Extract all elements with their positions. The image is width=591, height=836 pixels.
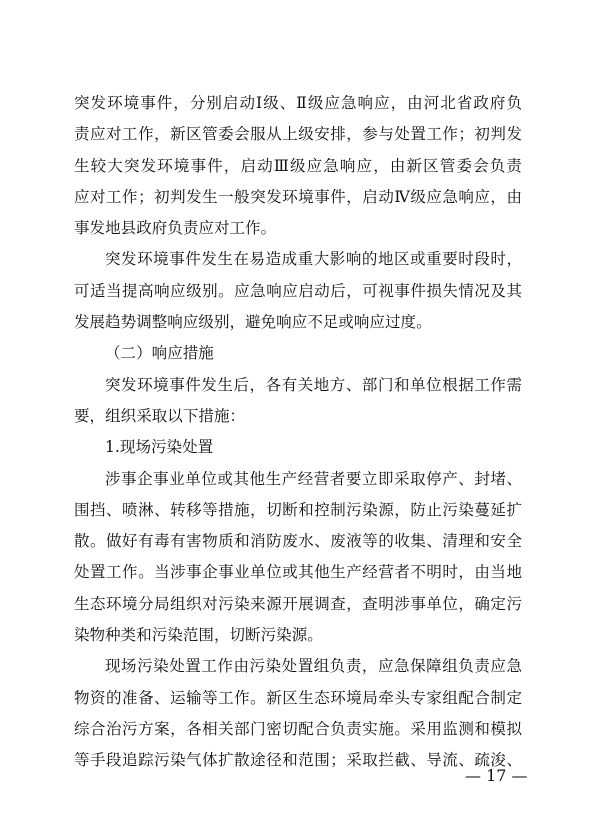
text-line: 事发地县政府负责应对工作。 xyxy=(74,219,277,238)
text-line: 等手段追踪污染气体扩散途径和范围；采取拦截、导流、疏浚、 xyxy=(74,751,522,770)
text-line: 突发环境事件，分别启动Ⅰ级、Ⅱ级应急响应，由河北省政府负 xyxy=(74,94,522,112)
text-line: 围挡、喷淋、转移等措施，切断和控制污染源，防止污染蔓延扩 xyxy=(74,500,522,519)
text-line: 染物种类和污染范围，切断污染源。 xyxy=(74,626,323,645)
text-line: 发展趋势调整响应级别，避免响应不足或响应过度。 xyxy=(74,313,432,332)
paragraph-first-line: 涉事企事业单位或其他生产经营者要立即采取停产、封堵、 xyxy=(105,469,522,488)
text-line: 要，组织采取以下措施： xyxy=(74,406,246,425)
text-line: 综合治污方案，各相关部门密切配合负责实施。采用监测和模拟 xyxy=(74,719,522,738)
text-line: 散。做好有毒有害物质和消防废水、废液等的收集、清理和安全 xyxy=(74,532,522,551)
paragraph-first-line: 突发环境事件发生后，各有关地方、部门和单位根据工作需 xyxy=(105,375,522,394)
text-line: 生态环境分局组织对污染来源开展调查，查明涉事单位，确定污 xyxy=(74,594,522,613)
page-number: — 17 — xyxy=(465,766,528,785)
paragraph-first-line: 现场污染处置工作由污染处置组负责，应急保障组负责应急 xyxy=(105,657,522,676)
text-line: 责应对工作，新区管委会服从上级安排，参与处置工作；初判发 xyxy=(74,125,522,144)
text-line: 应对工作；初判发生一般突发环境事件，启动Ⅳ级应急响应，由 xyxy=(74,187,522,206)
paragraph-first-line: 突发环境事件发生在易造成重大影响的地区或重要时段时， xyxy=(105,250,522,269)
text-line: 可适当提高响应级别。应急响应启动后，可视事件损失情况及其 xyxy=(74,281,522,300)
text-line: 处置工作。当涉事企事业单位或其他生产经营者不明时，由当地 xyxy=(74,563,522,582)
subsection-heading: 1.现场污染处置 xyxy=(105,438,214,457)
text-line: 生较大突发环境事件，启动Ⅲ级应急响应，由新区管委会负责 xyxy=(74,156,522,175)
body-text xyxy=(74,88,522,777)
text-line: 物资的准备、运输等工作。新区生态环境局牵头专家组配合制定 xyxy=(74,688,522,707)
section-heading: （二）响应措施 xyxy=(105,344,214,363)
